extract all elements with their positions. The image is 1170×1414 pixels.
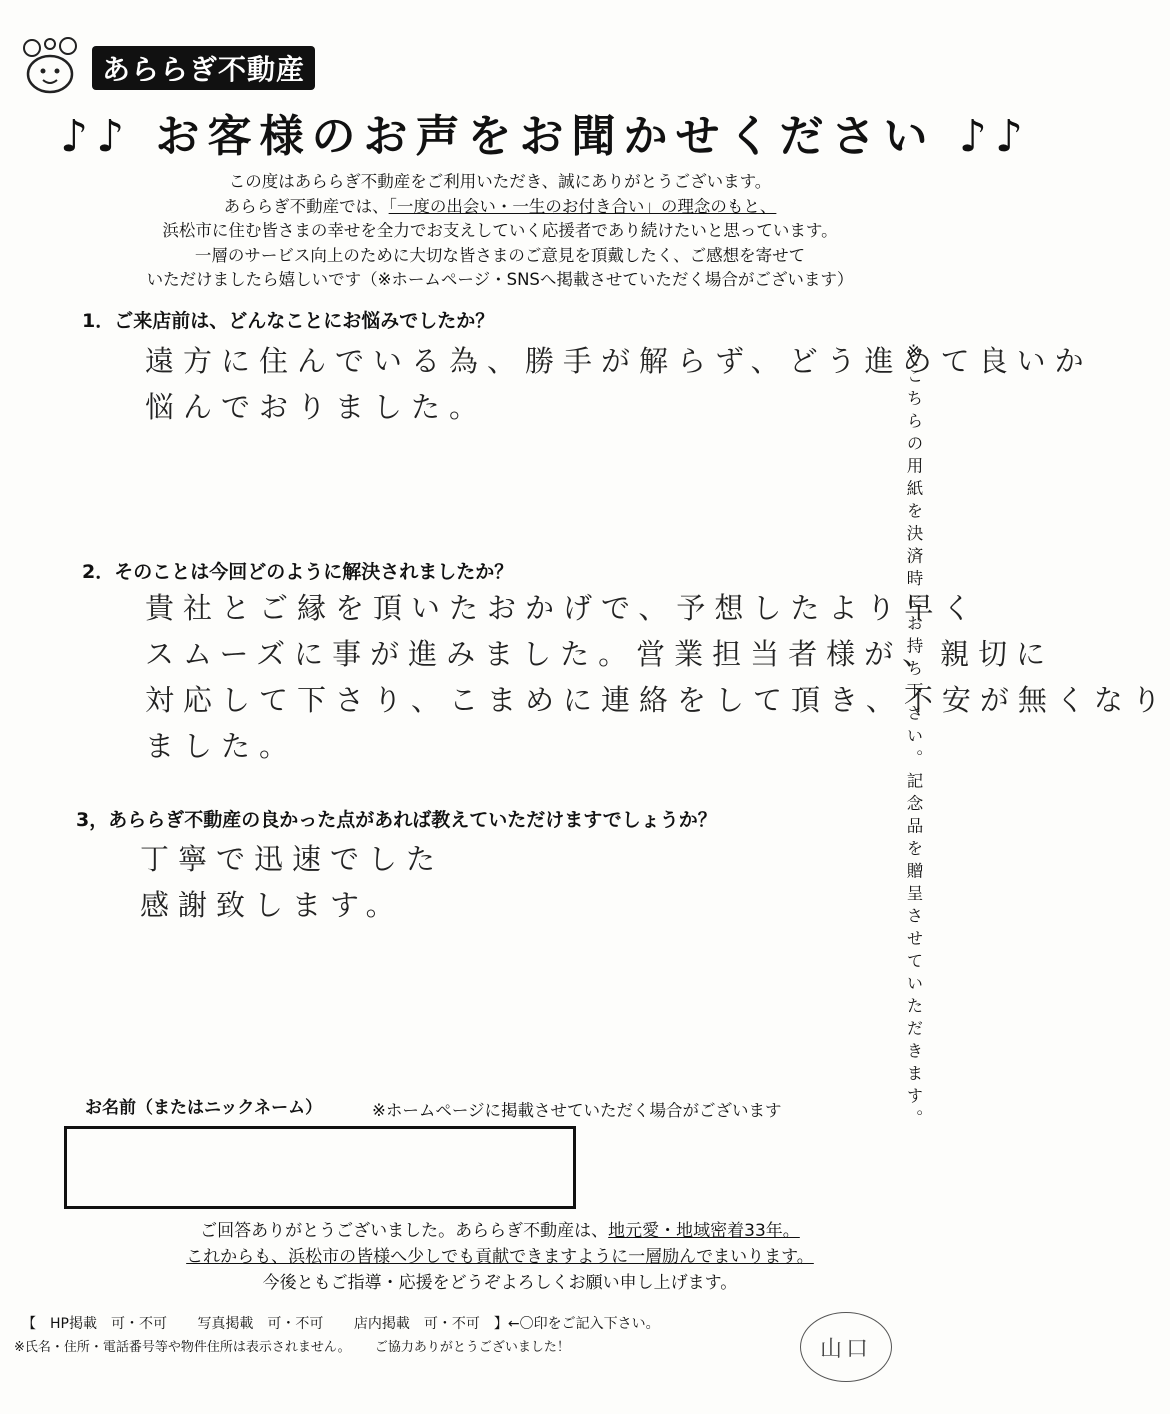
question-3-label: 3，あららぎ不動産の良かった点があれば教えていただけますでしょうか？ xyxy=(76,809,717,831)
local-love-text: 地元愛・地域密着33年。 xyxy=(608,1221,800,1241)
page-title: ♪♪ お客様のお声をお聞かせください ♪♪ xyxy=(60,111,1031,162)
intro-line: 一層のサービス向上のために大切な皆さまのご意見を頂戴したく、ご感想を寄せて xyxy=(194,245,806,265)
answer-line: 感謝致します。 xyxy=(140,888,404,922)
question-1-label: 1．ご来店前は、どんなことにお悩みでしたか？ xyxy=(82,310,495,332)
footer xyxy=(14,1336,590,1355)
intro-line: 浜松市に住む皆さまの幸せを全力でお支えしていく応援者であり続けたいと思っています。 xyxy=(162,221,838,240)
hp-permission[interactable]: 【 HP掲載 可・不可 xyxy=(22,1316,167,1332)
name-field[interactable] xyxy=(64,1126,576,1209)
answer-line: 対応して下さり、こまめに連絡をして頂き、不安が無くなり xyxy=(145,683,1170,717)
thanks-line-text: ご回答ありがとうございました。あららぎ不動産は、 xyxy=(200,1221,609,1241)
cooperation-note: ご協力ありがとうございました！ xyxy=(374,1340,570,1355)
handwritten-stamp: 山口 xyxy=(800,1312,892,1382)
name-label: お名前（またはニックネーム） xyxy=(85,1098,323,1118)
answer-2 xyxy=(145,585,1170,769)
answer-line: ました。 xyxy=(145,729,298,763)
name-note: ※ホームページに掲載させていただく場合がございます xyxy=(372,1101,782,1120)
answer-line: 遠方に住んでいる為、勝手が解らず、どう進めて良いか xyxy=(145,344,1093,378)
answer-line: スムーズに事が進みました。営業担当者様が、親切に xyxy=(145,637,1055,671)
thanks-text xyxy=(80,1218,920,1296)
answer-line: 悩んでおりました。 xyxy=(145,390,488,424)
mascot-logo-icon xyxy=(18,36,84,96)
answer-line: 貴社とご縁を頂いたおかげで、予想したより早く xyxy=(145,591,981,625)
publication-permissions xyxy=(22,1313,686,1333)
intro-line-text: あららぎ不動産では、 xyxy=(223,196,389,216)
side-note: ※こちらの用紙を決済時にお持ち下さい。記念品を贈呈させていただきます。 xyxy=(904,342,923,1132)
store-permission[interactable]: 店内掲載 可・不可 】←〇印をご記入下さい。 xyxy=(353,1316,660,1332)
company-logo: あららぎ不動産 xyxy=(92,46,315,90)
intro-text xyxy=(80,170,920,293)
answer-line: 丁寧で迅速でした xyxy=(140,842,445,876)
thanks-line: 今後ともご指導・応援をどうぞよろしくお願い申し上げます。 xyxy=(262,1273,738,1293)
privacy-note: ※氏名・住所・電話番号等や物件住所は表示されません。 xyxy=(14,1340,351,1355)
intro-line: いただけましたら嬉しいです（※ホームページ・SNSへ掲載させていただく場合がございます） xyxy=(146,270,854,289)
intro-line xyxy=(80,195,920,220)
intro-line: この度はあららぎ不動産をご利用いただき、誠にありがとうございます。 xyxy=(228,172,772,191)
answer-3 xyxy=(140,836,444,928)
philosophy-text: 「一度の出会い・一生のお付き合い」の理念のもと、 xyxy=(388,196,777,216)
thanks-line xyxy=(80,1218,920,1244)
question-2-label: 2．そのことは今回どのように解決されましたか？ xyxy=(82,561,514,583)
thanks-line: これからも、浜松市の皆様へ少しでも貢献できますように一層励んでまいります。 xyxy=(186,1247,814,1267)
answer-1 xyxy=(145,338,1093,430)
photo-permission[interactable]: 写真掲載 可・不可 xyxy=(197,1316,324,1332)
